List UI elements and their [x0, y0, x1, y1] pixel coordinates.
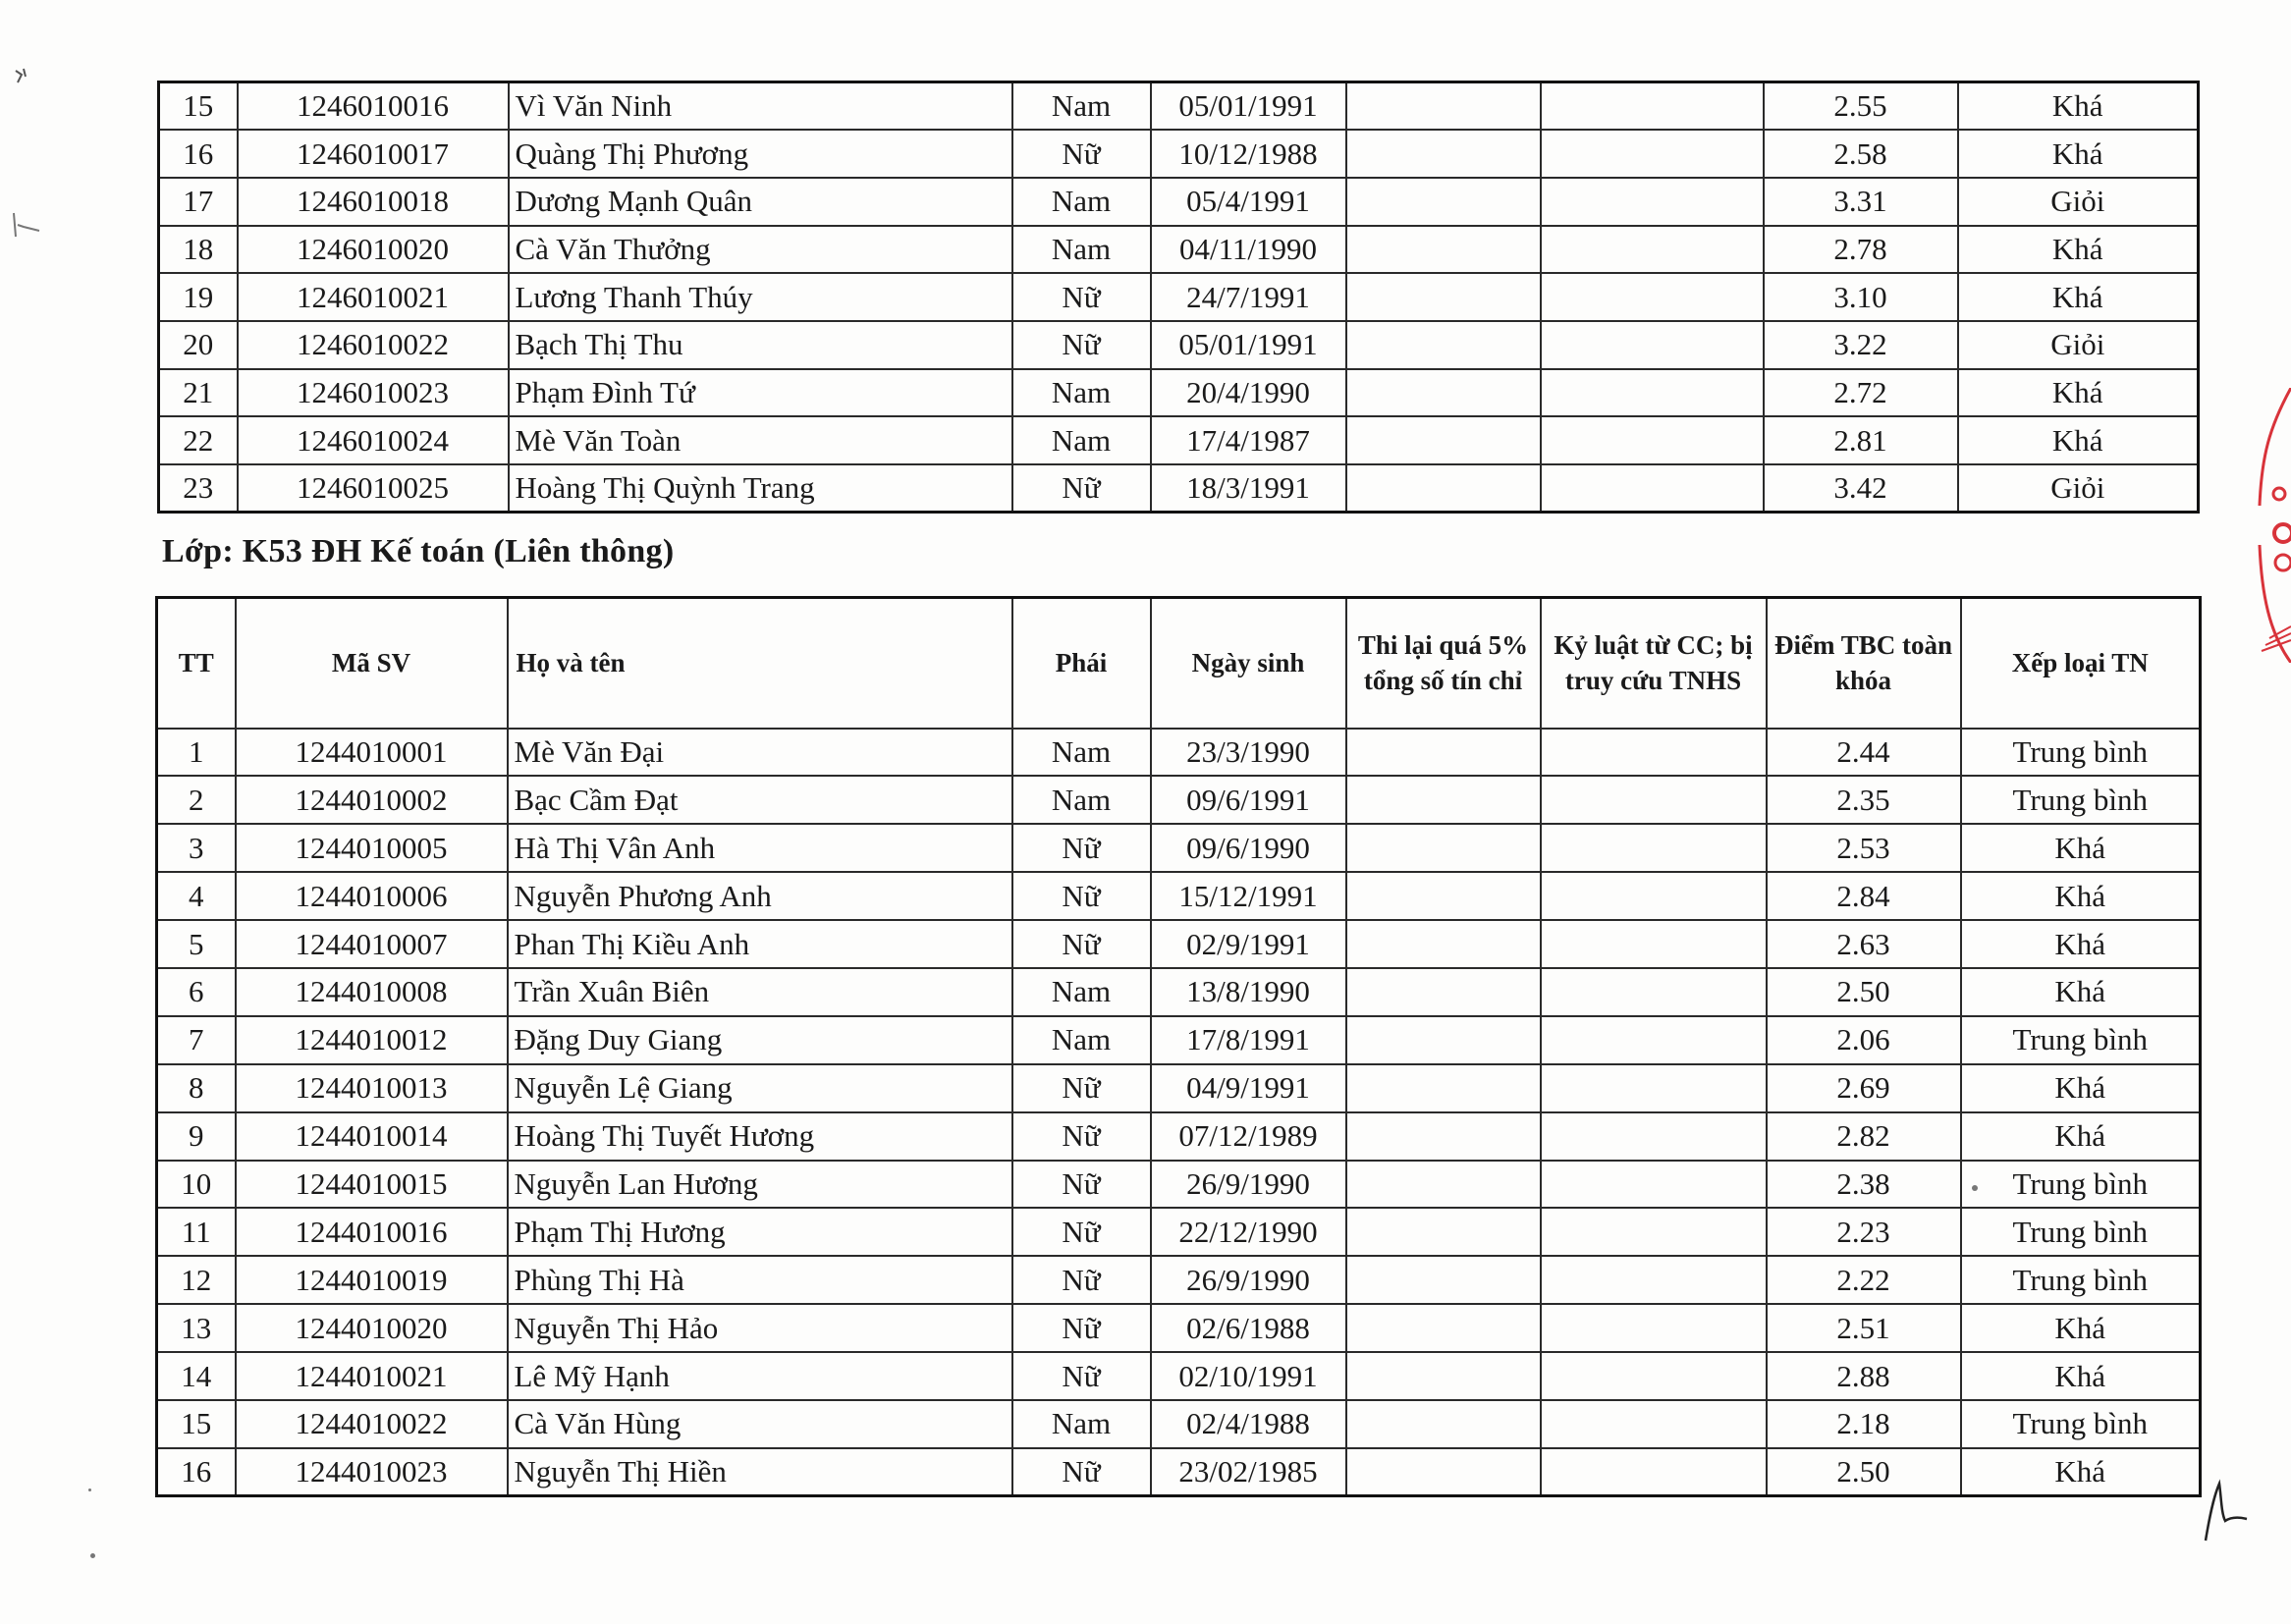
cell-phai: Nam: [1012, 416, 1151, 464]
cell-ky-luat: [1541, 776, 1767, 824]
cell-thi-lai: [1346, 369, 1541, 417]
cell-ho-va-ten: Hoàng Thị Tuyết Hương: [508, 1112, 1012, 1161]
cell-tt: 15: [157, 1400, 236, 1448]
table-row: [159, 178, 2199, 226]
table-row: [157, 920, 2201, 968]
header-ngay-sinh: Ngày sinh: [1151, 598, 1346, 729]
cell-ngay-sinh: 17/4/1987: [1151, 416, 1346, 464]
student-table-k53-body: [157, 729, 2201, 1496]
cell-ngay-sinh: 26/9/1990: [1151, 1256, 1346, 1304]
cell-ky-luat: [1541, 464, 1764, 513]
cell-diem-tbc: 2.78: [1764, 226, 1958, 274]
cell-xep-loai: Khá: [1958, 226, 2199, 274]
cell-xep-loai: Khá: [1958, 416, 2199, 464]
cell-thi-lai: [1346, 776, 1541, 824]
table-row: [157, 968, 2201, 1016]
cell-thi-lai: [1346, 226, 1541, 274]
cell-ngay-sinh: 20/4/1990: [1151, 369, 1346, 417]
cell-ngay-sinh: 18/3/1991: [1151, 464, 1346, 513]
cell-ky-luat: [1541, 1064, 1767, 1112]
table-row: [157, 1304, 2201, 1352]
cell-diem-tbc: 2.84: [1767, 872, 1961, 920]
cell-diem-tbc: 2.63: [1767, 920, 1961, 968]
cell-thi-lai: [1346, 416, 1541, 464]
cell-ma-sv: 1246010016: [238, 82, 509, 131]
cell-diem-tbc: 2.50: [1767, 1448, 1961, 1496]
cell-xep-loai: Khá: [1961, 1304, 2201, 1352]
cell-tt: 18: [159, 226, 238, 274]
cell-tt: 2: [157, 776, 236, 824]
scan-mark-icon: [10, 65, 33, 88]
cell-ngay-sinh: 02/6/1988: [1151, 1304, 1346, 1352]
cell-ngay-sinh: 04/9/1991: [1151, 1064, 1346, 1112]
cell-thi-lai: [1346, 824, 1541, 872]
cell-ma-sv: 1244010022: [236, 1400, 508, 1448]
cell-diem-tbc: 2.06: [1767, 1016, 1961, 1064]
cell-phai: Nữ: [1012, 1352, 1151, 1400]
cell-ho-va-ten: Phạm Đình Tứ: [509, 369, 1012, 417]
cell-ho-va-ten: Bạch Thị Thu: [509, 321, 1012, 369]
cell-thi-lai: [1346, 464, 1541, 513]
cell-ky-luat: [1541, 1256, 1767, 1304]
cell-diem-tbc: 2.72: [1764, 369, 1958, 417]
cell-phai: Nam: [1012, 729, 1151, 777]
cell-ho-va-ten: Bạc Cầm Đạt: [508, 776, 1012, 824]
cell-phai: Nam: [1012, 178, 1151, 226]
cell-thi-lai: [1346, 82, 1541, 131]
cell-ky-luat: [1541, 1208, 1767, 1256]
cell-tt: 5: [157, 920, 236, 968]
stamp-glyph-3: [2275, 555, 2291, 570]
cell-tt: 13: [157, 1304, 236, 1352]
cell-ky-luat: [1541, 226, 1764, 274]
cell-xep-loai: Khá: [1961, 1112, 2201, 1161]
cell-ngay-sinh: 02/9/1991: [1151, 920, 1346, 968]
cell-ngay-sinh: 10/12/1988: [1151, 130, 1346, 178]
student-table-continued-body: [159, 82, 2199, 513]
cell-ky-luat: [1541, 369, 1764, 417]
cell-ho-va-ten: Mè Văn Toàn: [509, 416, 1012, 464]
cell-tt: 15: [159, 82, 238, 131]
cell-thi-lai: [1346, 1448, 1541, 1496]
cell-phai: Nữ: [1012, 1161, 1151, 1209]
cell-ma-sv: 1246010024: [238, 416, 509, 464]
cell-xep-loai: Khá: [1961, 1448, 2201, 1496]
cell-ma-sv: 1244010013: [236, 1064, 508, 1112]
cell-xep-loai: Giỏi: [1958, 178, 2199, 226]
cell-phai: Nữ: [1012, 464, 1151, 513]
ink-dot: [1972, 1185, 1978, 1191]
cell-tt: 11: [157, 1208, 236, 1256]
cell-thi-lai: [1346, 273, 1541, 321]
cell-xep-loai: Khá: [1958, 369, 2199, 417]
cell-tt: 12: [157, 1256, 236, 1304]
cell-diem-tbc: 2.50: [1767, 968, 1961, 1016]
cell-xep-loai: Khá: [1961, 920, 2201, 968]
cell-ma-sv: 1246010018: [238, 178, 509, 226]
table-header-row: [157, 598, 2201, 729]
cell-ky-luat: [1541, 1161, 1767, 1209]
cell-diem-tbc: 2.51: [1767, 1304, 1961, 1352]
cell-ngay-sinh: 05/4/1991: [1151, 178, 1346, 226]
cell-xep-loai: Trung bình: [1961, 1256, 2201, 1304]
cell-ky-luat: [1541, 872, 1767, 920]
cell-xep-loai: Trung bình: [1961, 1016, 2201, 1064]
cell-ho-va-ten: Nguyễn Phương Anh: [508, 872, 1012, 920]
table-row: [157, 776, 2201, 824]
cell-diem-tbc: 2.69: [1767, 1064, 1961, 1112]
table-row: [159, 464, 2199, 513]
header-phai: Phái: [1012, 598, 1151, 729]
cell-ma-sv: 1244010015: [236, 1161, 508, 1209]
cell-xep-loai: Khá: [1961, 824, 2201, 872]
header-thi-lai: Thi lại quá 5% tổng số tín chỉ: [1346, 598, 1541, 729]
cell-tt: 9: [157, 1112, 236, 1161]
cell-phai: Nữ: [1012, 1256, 1151, 1304]
table-row: [157, 1448, 2201, 1496]
cell-ma-sv: 1246010020: [238, 226, 509, 274]
cell-ho-va-ten: Phạm Thị Hương: [508, 1208, 1012, 1256]
cell-phai: Nam: [1012, 82, 1151, 131]
cell-thi-lai: [1346, 1064, 1541, 1112]
cell-ma-sv: 1244010014: [236, 1112, 508, 1161]
cell-ngay-sinh: 17/8/1991: [1151, 1016, 1346, 1064]
cell-ma-sv: 1244010016: [236, 1208, 508, 1256]
header-diem-tbc: Điểm TBC toàn khóa: [1767, 598, 1961, 729]
cell-diem-tbc: 2.81: [1764, 416, 1958, 464]
header-ky-luat: Kỷ luật từ CC; bị truy cứu TNHS: [1541, 598, 1767, 729]
stamp-glyph-1: [2273, 488, 2285, 500]
cell-ho-va-ten: Hà Thị Vân Anh: [508, 824, 1012, 872]
cell-diem-tbc: 2.18: [1767, 1400, 1961, 1448]
cell-thi-lai: [1346, 1256, 1541, 1304]
cell-ma-sv: 1244010019: [236, 1256, 508, 1304]
cell-xep-loai: Khá: [1958, 82, 2199, 131]
cell-ky-luat: [1541, 920, 1767, 968]
cell-ho-va-ten: Nguyễn Lan Hương: [508, 1161, 1012, 1209]
cell-ngay-sinh: 23/3/1990: [1151, 729, 1346, 777]
cell-thi-lai: [1346, 872, 1541, 920]
cell-ngay-sinh: 09/6/1991: [1151, 776, 1346, 824]
cell-tt: 4: [157, 872, 236, 920]
cell-ho-va-ten: Dương Mạnh Quân: [509, 178, 1012, 226]
cell-phai: Nam: [1012, 369, 1151, 417]
initial-signature-icon: [2192, 1478, 2251, 1546]
red-stamp-fragment: [2240, 388, 2291, 663]
cell-diem-tbc: 2.82: [1767, 1112, 1961, 1161]
table-row: [159, 82, 2199, 131]
cell-ky-luat: [1541, 1304, 1767, 1352]
cell-ngay-sinh: 24/7/1991: [1151, 273, 1346, 321]
cell-ky-luat: [1541, 1016, 1767, 1064]
table-row: [157, 1064, 2201, 1112]
cell-xep-loai: Khá: [1961, 1352, 2201, 1400]
cell-ho-va-ten: Cà Văn Hùng: [508, 1400, 1012, 1448]
table-row: [157, 729, 2201, 777]
cell-ma-sv: 1246010017: [238, 130, 509, 178]
header-ma-sv: Mã SV: [236, 598, 508, 729]
cell-diem-tbc: 3.42: [1764, 464, 1958, 513]
cell-phai: Nam: [1012, 776, 1151, 824]
cell-ma-sv: 1244010021: [236, 1352, 508, 1400]
cell-ky-luat: [1541, 1352, 1767, 1400]
cell-ma-sv: 1244010012: [236, 1016, 508, 1064]
cell-ngay-sinh: 13/8/1990: [1151, 968, 1346, 1016]
table-row: [159, 273, 2199, 321]
cell-ngay-sinh: 15/12/1991: [1151, 872, 1346, 920]
cell-diem-tbc: 2.88: [1767, 1352, 1961, 1400]
cell-phai: Nữ: [1012, 1304, 1151, 1352]
cell-ma-sv: 1244010002: [236, 776, 508, 824]
cell-tt: 22: [159, 416, 238, 464]
cell-phai: Nam: [1012, 1400, 1151, 1448]
cell-ky-luat: [1541, 729, 1767, 777]
cell-ho-va-ten: Quàng Thị Phương: [509, 130, 1012, 178]
stamp-glyph-2: [2274, 524, 2291, 542]
cell-ky-luat: [1541, 178, 1764, 226]
cell-ngay-sinh: 02/4/1988: [1151, 1400, 1346, 1448]
cell-thi-lai: [1346, 1400, 1541, 1448]
cell-xep-loai: Trung bình: [1961, 776, 2201, 824]
cell-ho-va-ten: Phan Thị Kiều Anh: [508, 920, 1012, 968]
scan-mark-icon: [10, 211, 45, 241]
header-ho-va-ten: Họ và tên: [508, 598, 1012, 729]
cell-xep-loai: Khá: [1961, 872, 2201, 920]
table-row: [157, 1112, 2201, 1161]
cell-ky-luat: [1541, 130, 1764, 178]
cell-ho-va-ten: Nguyễn Thị Hiền: [508, 1448, 1012, 1496]
cell-diem-tbc: 3.22: [1764, 321, 1958, 369]
header-xep-loai: Xếp loại TN: [1961, 598, 2201, 729]
cell-ky-luat: [1541, 273, 1764, 321]
cell-ngay-sinh: 26/9/1990: [1151, 1161, 1346, 1209]
cell-ky-luat: [1541, 1112, 1767, 1161]
cell-xep-loai: Giỏi: [1958, 321, 2199, 369]
cell-xep-loai: Khá: [1961, 968, 2201, 1016]
cell-ho-va-ten: Vì Văn Ninh: [509, 82, 1012, 131]
cell-thi-lai: [1346, 321, 1541, 369]
table-row: [157, 1208, 2201, 1256]
cell-ho-va-ten: Lương Thanh Thúy: [509, 273, 1012, 321]
table-row: [159, 321, 2199, 369]
cell-ky-luat: [1541, 1448, 1767, 1496]
cell-xep-loai: Trung bình: [1961, 1208, 2201, 1256]
cell-thi-lai: [1346, 1016, 1541, 1064]
cell-ma-sv: 1246010022: [238, 321, 509, 369]
cell-ho-va-ten: Mè Văn Đại: [508, 729, 1012, 777]
cell-phai: Nữ: [1012, 130, 1151, 178]
table-row: [159, 130, 2199, 178]
cell-tt: 17: [159, 178, 238, 226]
cell-ngay-sinh: 22/12/1990: [1151, 1208, 1346, 1256]
cell-ngay-sinh: 05/01/1991: [1151, 82, 1346, 131]
cell-tt: 1: [157, 729, 236, 777]
cell-tt: 14: [157, 1352, 236, 1400]
student-table-continued: [157, 81, 2200, 514]
cell-ho-va-ten: Trần Xuân Biên: [508, 968, 1012, 1016]
cell-tt: 6: [157, 968, 236, 1016]
cell-ma-sv: 1244010006: [236, 872, 508, 920]
table-row: [159, 369, 2199, 417]
cell-ngay-sinh: 07/12/1989: [1151, 1112, 1346, 1161]
cell-ky-luat: [1541, 968, 1767, 1016]
cell-xep-loai: Giỏi: [1958, 464, 2199, 513]
cell-tt: 21: [159, 369, 238, 417]
cell-xep-loai: Khá: [1958, 273, 2199, 321]
cell-phai: Nữ: [1012, 1112, 1151, 1161]
cell-diem-tbc: 3.31: [1764, 178, 1958, 226]
cell-ngay-sinh: 23/02/1985: [1151, 1448, 1346, 1496]
cell-tt: 16: [157, 1448, 236, 1496]
cell-xep-loai: Trung bình: [1961, 729, 2201, 777]
cell-phai: Nữ: [1012, 872, 1151, 920]
cell-phai: Nữ: [1012, 824, 1151, 872]
cell-thi-lai: [1346, 178, 1541, 226]
cell-diem-tbc: 2.35: [1767, 776, 1961, 824]
cell-ho-va-ten: Nguyễn Thị Hảo: [508, 1304, 1012, 1352]
cell-ho-va-ten: Đặng Duy Giang: [508, 1016, 1012, 1064]
cell-ngay-sinh: 04/11/1990: [1151, 226, 1346, 274]
cell-tt: 20: [159, 321, 238, 369]
cell-thi-lai: [1346, 1208, 1541, 1256]
cell-phai: Nữ: [1012, 920, 1151, 968]
cell-ho-va-ten: Lê Mỹ Hạnh: [508, 1352, 1012, 1400]
cell-ky-luat: [1541, 321, 1764, 369]
cell-ngay-sinh: 09/6/1990: [1151, 824, 1346, 872]
cell-phai: Nữ: [1012, 1064, 1151, 1112]
cell-xep-loai: Khá: [1961, 1064, 2201, 1112]
cell-ky-luat: [1541, 82, 1764, 131]
cell-ma-sv: 1244010020: [236, 1304, 508, 1352]
cell-phai: Nam: [1012, 968, 1151, 1016]
ink-dot: [90, 1553, 95, 1558]
cell-ma-sv: 1246010025: [238, 464, 509, 513]
table-row: [159, 416, 2199, 464]
cell-xep-loai: Trung bình: [1961, 1161, 2201, 1209]
cell-ma-sv: 1244010023: [236, 1448, 508, 1496]
cell-thi-lai: [1346, 1161, 1541, 1209]
cell-phai: Nam: [1012, 226, 1151, 274]
cell-phai: Nam: [1012, 1016, 1151, 1064]
cell-diem-tbc: 2.23: [1767, 1208, 1961, 1256]
cell-diem-tbc: 3.10: [1764, 273, 1958, 321]
cell-ky-luat: [1541, 416, 1764, 464]
cell-ky-luat: [1541, 824, 1767, 872]
header-tt: TT: [157, 598, 236, 729]
cell-ma-sv: 1246010023: [238, 369, 509, 417]
cell-diem-tbc: 2.22: [1767, 1256, 1961, 1304]
ink-dot: [88, 1489, 91, 1491]
cell-thi-lai: [1346, 920, 1541, 968]
cell-ngay-sinh: 05/01/1991: [1151, 321, 1346, 369]
cell-diem-tbc: 2.38: [1767, 1161, 1961, 1209]
table-row: [157, 872, 2201, 920]
cell-ma-sv: 1246010021: [238, 273, 509, 321]
cell-tt: 16: [159, 130, 238, 178]
cell-ma-sv: 1244010008: [236, 968, 508, 1016]
cell-thi-lai: [1346, 1352, 1541, 1400]
table-row: [157, 1352, 2201, 1400]
cell-phai: Nữ: [1012, 273, 1151, 321]
table-row: [157, 1161, 2201, 1209]
table-row: [157, 1400, 2201, 1448]
cell-phai: Nữ: [1012, 1448, 1151, 1496]
table-row: [159, 226, 2199, 274]
cell-ho-va-ten: Hoàng Thị Quỳnh Trang: [509, 464, 1012, 513]
cell-ngay-sinh: 02/10/1991: [1151, 1352, 1346, 1400]
cell-tt: 19: [159, 273, 238, 321]
cell-ma-sv: 1244010007: [236, 920, 508, 968]
cell-ma-sv: 1244010001: [236, 729, 508, 777]
cell-diem-tbc: 2.55: [1764, 82, 1958, 131]
cell-phai: Nữ: [1012, 1208, 1151, 1256]
cell-diem-tbc: 2.44: [1767, 729, 1961, 777]
cell-tt: 10: [157, 1161, 236, 1209]
cell-thi-lai: [1346, 968, 1541, 1016]
class-section-title: Lớp: K53 ĐH Kế toán (Liên thông): [162, 533, 675, 569]
cell-ma-sv: 1244010005: [236, 824, 508, 872]
cell-diem-tbc: 2.58: [1764, 130, 1958, 178]
cell-phai: Nữ: [1012, 321, 1151, 369]
cell-tt: 8: [157, 1064, 236, 1112]
table-row: [157, 1016, 2201, 1064]
cell-tt: 3: [157, 824, 236, 872]
cell-tt: 7: [157, 1016, 236, 1064]
cell-ho-va-ten: Nguyễn Lệ Giang: [508, 1064, 1012, 1112]
table-row: [157, 824, 2201, 872]
cell-thi-lai: [1346, 1112, 1541, 1161]
cell-ky-luat: [1541, 1400, 1767, 1448]
table-row: [157, 1256, 2201, 1304]
cell-diem-tbc: 2.53: [1767, 824, 1961, 872]
cell-tt: 23: [159, 464, 238, 513]
student-table-k53: [155, 596, 2202, 1497]
cell-xep-loai: Khá: [1958, 130, 2199, 178]
cell-xep-loai: Trung bình: [1961, 1400, 2201, 1448]
cell-thi-lai: [1346, 1304, 1541, 1352]
cell-ho-va-ten: Cà Văn Thưởng: [509, 226, 1012, 274]
cell-ho-va-ten: Phùng Thị Hà: [508, 1256, 1012, 1304]
cell-thi-lai: [1346, 729, 1541, 777]
cell-thi-lai: [1346, 130, 1541, 178]
